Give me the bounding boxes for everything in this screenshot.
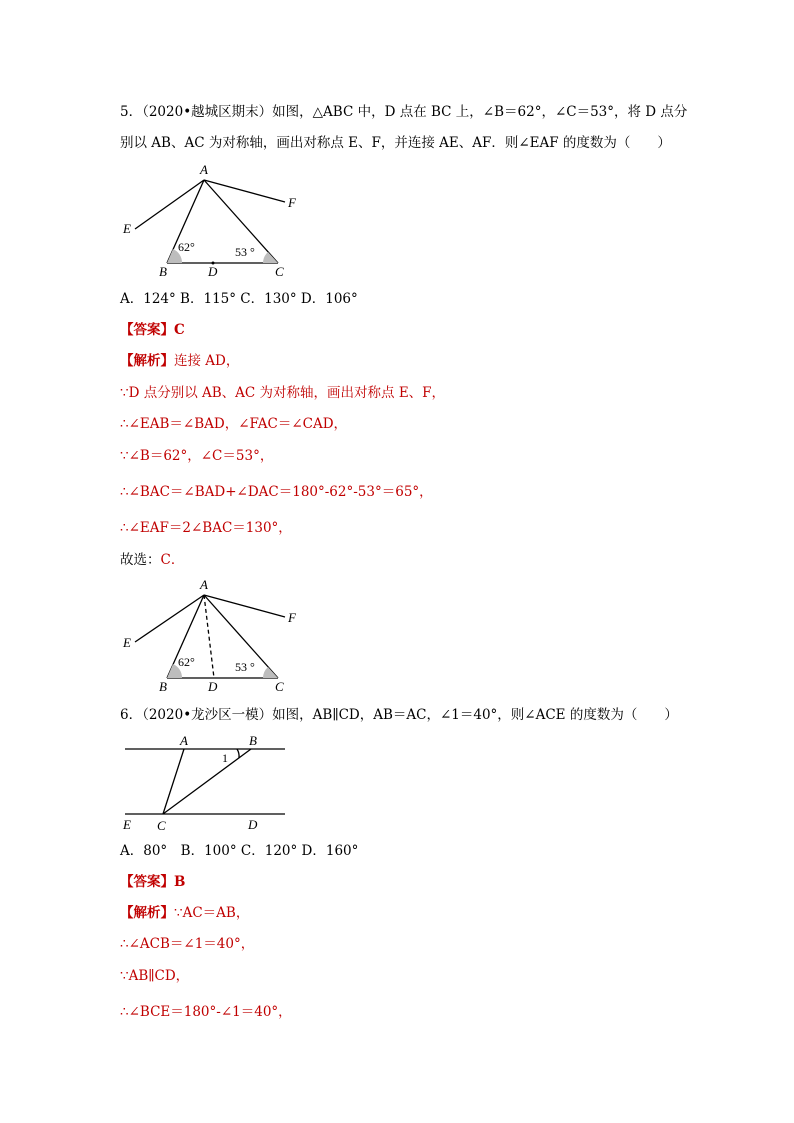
segment-af bbox=[204, 595, 285, 617]
answer-value: C bbox=[174, 322, 185, 338]
label-b: B bbox=[249, 733, 257, 748]
conclusion-value: C． bbox=[160, 552, 185, 568]
angle-b-text: 62° bbox=[178, 655, 195, 669]
q5-analysis-line3: ∴∠EAB＝∠BAD，∠FAC＝∠CAD， bbox=[120, 416, 348, 432]
segment-af bbox=[204, 180, 285, 202]
label-a: A bbox=[200, 162, 208, 177]
answer-tag: 【答案】 bbox=[120, 874, 174, 890]
angle-c-text: 53 ° bbox=[235, 245, 255, 259]
label-f: F bbox=[288, 610, 296, 625]
answer-value: B bbox=[174, 874, 186, 890]
q5-stem-line1: 5．（2020•越城区期末）如图，△ABC 中，D 点在 BC 上，∠B＝62°，∠C＝53°，将 D 点分 bbox=[120, 104, 688, 120]
angle-b-text: 62° bbox=[178, 240, 195, 254]
q5-options: A．124° B．115° C．130° D．106° bbox=[120, 291, 358, 307]
analysis-text: 连接 AD， bbox=[174, 353, 240, 369]
label-d: D bbox=[248, 817, 258, 832]
label-c: C bbox=[275, 679, 284, 694]
q6-analysis-line1 bbox=[120, 904, 249, 922]
angle-c-text: 53 ° bbox=[235, 660, 255, 674]
segment-bc bbox=[163, 749, 251, 814]
segment-ac bbox=[163, 749, 184, 814]
q6-answer bbox=[120, 873, 185, 891]
label-e: E bbox=[123, 635, 131, 650]
q6-figure bbox=[115, 730, 295, 835]
q5-stem-line2: 别以 AB、AC 为对称轴，画出对称点 E、F，并连接 AE、AF．则∠EAF 的度数为（ ） bbox=[120, 135, 671, 151]
label-b: B bbox=[159, 264, 167, 279]
angle-1-arc bbox=[237, 749, 239, 758]
label-a: A bbox=[200, 577, 208, 592]
q5-analysis-line1 bbox=[120, 352, 239, 370]
q5-answer bbox=[120, 321, 185, 339]
q6-analysis-line4: ∴∠BCE＝180°-∠1＝40°， bbox=[120, 1004, 292, 1020]
angle-1-text: 1 bbox=[222, 751, 228, 765]
conclusion-prefix: 故选： bbox=[120, 552, 161, 568]
label-b: B bbox=[159, 679, 167, 694]
analysis-tag: 【解析】 bbox=[120, 353, 174, 369]
analysis-tag: 【解析】 bbox=[120, 905, 174, 921]
q5-figure bbox=[115, 160, 315, 285]
analysis-text: ∵AC＝AB， bbox=[174, 905, 250, 921]
q5-solution-figure bbox=[115, 575, 315, 700]
label-d: D bbox=[208, 264, 218, 279]
label-d: D bbox=[208, 679, 218, 694]
label-f: F bbox=[288, 195, 296, 210]
q5-analysis-line6: ∴∠EAF＝2∠BAC＝130°， bbox=[120, 520, 292, 536]
q5-conclusion bbox=[120, 551, 184, 569]
q5-analysis-line4: ∵∠B＝62°，∠C＝53°， bbox=[120, 448, 274, 464]
answer-tag: 【答案】 bbox=[120, 322, 174, 338]
label-e: E bbox=[123, 817, 131, 832]
label-e: E bbox=[123, 221, 131, 236]
q5-analysis-line2: ∵D 点分别以 AB、AC 为对称轴，画出对称点 E、F， bbox=[120, 385, 446, 401]
q6-stem: 6．（2020•龙沙区一模）如图，AB∥CD，AB＝AC，∠1＝40°，则∠ACE 的度数为（ ） bbox=[120, 707, 678, 723]
segment-ad-dashed bbox=[204, 595, 214, 678]
label-c: C bbox=[157, 818, 166, 833]
q6-analysis-line3: ∵AB∥CD， bbox=[120, 968, 190, 984]
q5-analysis-line5: ∴∠BAC＝∠BAD+∠DAC＝180°-62°-53°＝65°， bbox=[120, 484, 433, 500]
q6-analysis-line2: ∴∠ACB＝∠1＝40°， bbox=[120, 936, 255, 952]
q6-options: A．80° B．100° C．120° D．160° bbox=[120, 843, 359, 859]
label-a: A bbox=[180, 733, 188, 748]
label-c: C bbox=[275, 264, 284, 279]
